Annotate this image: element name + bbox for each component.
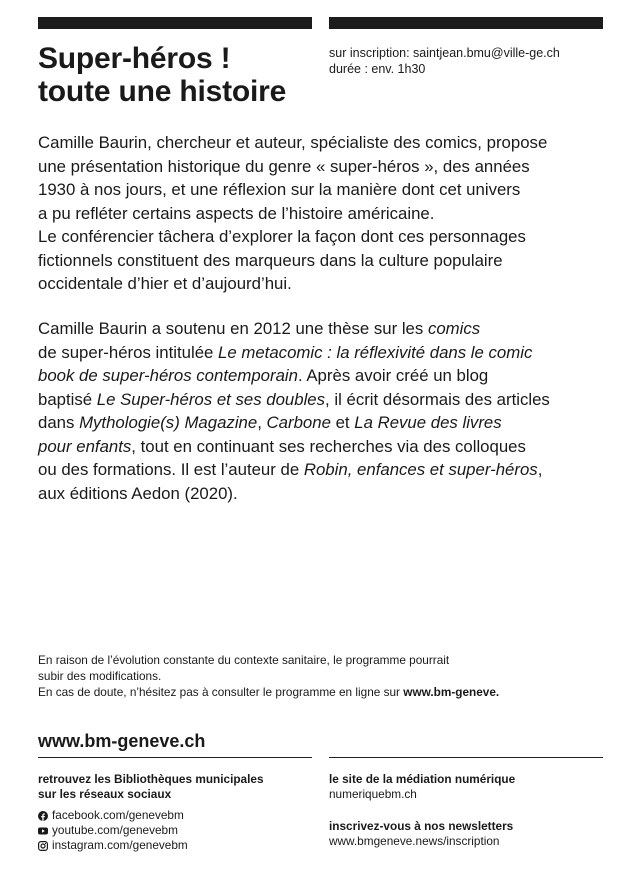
bio-text: . Après avoir créé un blog <box>297 366 489 385</box>
magazine-title-cont: pour enfants <box>38 436 132 456</box>
facebook-icon <box>38 811 48 821</box>
bio-text: dans <box>38 413 80 432</box>
divider-right <box>329 757 603 758</box>
intro-line: a pu refléter certains aspects de l’histoire américaine. <box>38 203 435 223</box>
paragraph-intro <box>38 131 618 296</box>
social-links <box>38 808 318 853</box>
title-line-1: Super-héros ! <box>38 42 231 75</box>
intro-line: Camille Baurin, chercheur et auteur, spécialiste des comics, propose <box>38 133 548 152</box>
event-meta <box>329 45 560 77</box>
facebook-url: facebook.com/genevebm <box>52 808 184 822</box>
bio-line <box>38 411 618 435</box>
bio-text: , il écrit désormais des articles <box>325 389 550 409</box>
mediation-heading: le site de la médiation numérique <box>329 772 516 786</box>
youtube-icon <box>38 826 48 836</box>
bio-text: et <box>330 413 355 432</box>
mediation-url[interactable]: numeriquebm.ch <box>329 787 417 801</box>
bio-line <box>38 364 618 388</box>
bio-text: de super-héros intitulée <box>38 342 219 362</box>
page-title <box>38 42 318 108</box>
magazine-title: La Revue des livres <box>354 413 502 432</box>
bio-line <box>38 317 618 341</box>
bio-text: Camille Baurin a soutenu en 2012 une thèse sur les <box>38 319 428 338</box>
site-url[interactable]: www.bm-geneve.ch <box>38 731 206 751</box>
social-heading-2: sur les réseaux sociaux <box>38 787 172 801</box>
newsletter-heading: inscrivez-vous à nos newsletters <box>329 819 514 833</box>
bio-line <box>38 341 618 365</box>
intro-line: Le conférencier tâchera d’explorer la façon dont ces personnages <box>38 227 526 246</box>
title-line-2: toute une histoire <box>38 75 287 108</box>
notice-line: En raison de l’évolution constante du contexte sanitaire, le programme pourrait <box>38 653 450 667</box>
bio-text: , <box>257 413 267 432</box>
sanitary-notice <box>38 652 608 700</box>
bio-line <box>38 458 618 482</box>
inscription-info: sur inscription: saintjean.bmu@ville-ge.ch <box>329 46 560 60</box>
duration-info: durée : env. 1h30 <box>329 62 426 76</box>
magazine-title: Carbone <box>266 413 331 432</box>
notice-line <box>38 684 608 700</box>
youtube-url: youtube.com/genevebm <box>52 823 178 837</box>
bio-text: , <box>537 460 543 479</box>
intro-line: occidentale d’hier et d’aujourd’hui. <box>38 274 292 293</box>
bio-italic: comics <box>427 319 481 338</box>
intro-line: une présentation historique du genre « super-héros », des années <box>38 156 530 176</box>
bio-line: aux éditions Aedon (2020). <box>38 483 238 503</box>
bio-text: baptisé <box>38 389 97 409</box>
thesis-title-cont: book de super-héros contemporain <box>38 366 298 385</box>
bio-text: ou des formations. Il est l’auteur de <box>38 460 304 479</box>
magazine-title: Mythologie(s) Magazine <box>79 413 258 432</box>
intro-line: fictionnels constituent des marqueurs dans la culture populaire <box>38 250 503 270</box>
intro-line: 1930 à nos jours, et une réflexion sur la manière dont cet univers <box>38 180 521 199</box>
divider-left <box>38 757 312 758</box>
instagram-link[interactable] <box>38 838 318 853</box>
blog-title: Le Super-héros et ses doubles <box>96 389 326 409</box>
mediation-column <box>329 772 609 849</box>
newsletter-url[interactable]: www.bmgeneve.news/inscription <box>329 834 500 848</box>
social-heading-1: retrouvez les Bibliothèques municipales <box>38 772 264 786</box>
instagram-url: instagram.com/genevebm <box>52 838 188 852</box>
bio-line <box>38 388 618 412</box>
thesis-title: Le metacomic : la réflexivité dans le comic <box>218 342 533 362</box>
notice-line: subir des modifications. <box>38 669 162 683</box>
instagram-icon <box>38 841 48 851</box>
notice-link[interactable]: www.bm-geneve. <box>403 685 500 699</box>
facebook-link[interactable] <box>38 808 318 823</box>
top-bar-left <box>38 17 312 29</box>
bio-text: , tout en continuant ses recherches via des colloques <box>131 436 526 456</box>
notice-text: En cas de doute, n’hésitez pas à consulter le programme en ligne sur <box>38 685 404 699</box>
youtube-link[interactable] <box>38 823 318 838</box>
book-title: Robin, enfances et super-héros <box>303 460 538 479</box>
top-bar-right <box>329 17 603 29</box>
bio-line <box>38 435 618 459</box>
paragraph-bio <box>38 317 618 505</box>
social-column <box>38 772 318 853</box>
